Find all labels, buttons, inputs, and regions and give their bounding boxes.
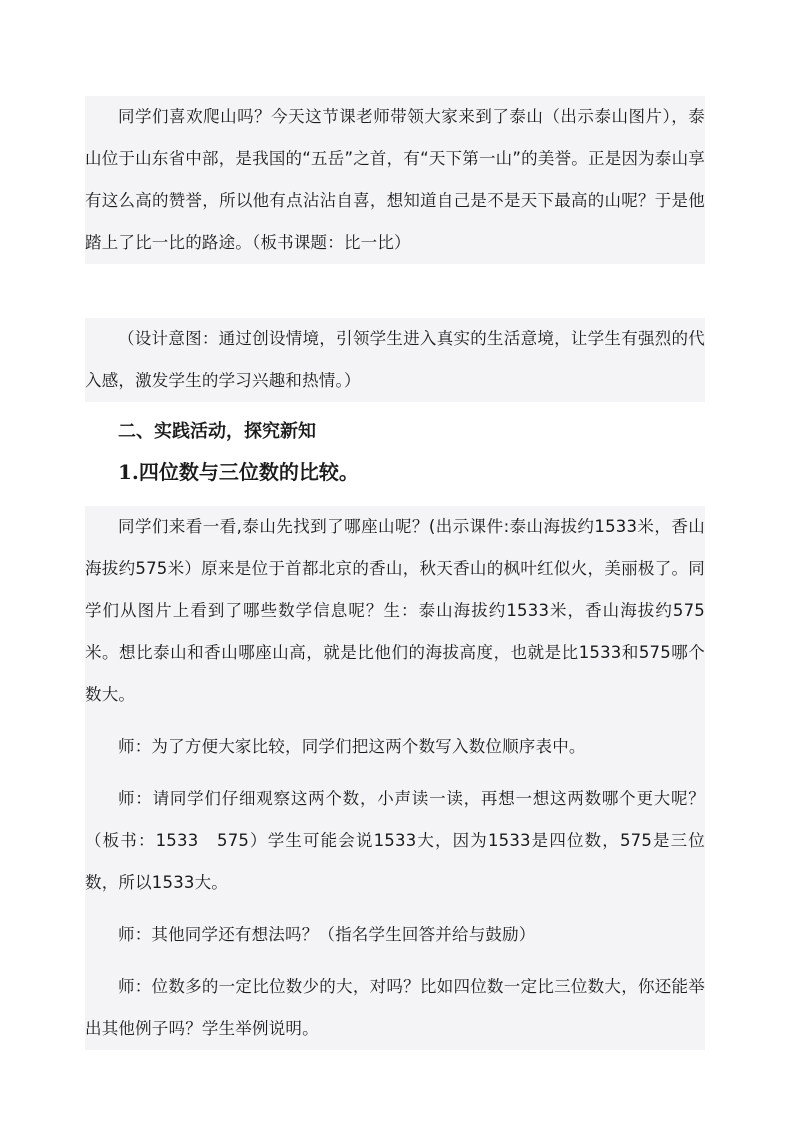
- mountain-comparison-paragraph: 同学们来看一看,泰山先找到了哪座山呢？(出示课件:泰山海拔约1533米，香山海拔约575米）原来是位于首都北京的香山，秋天香山的枫叶红似火，美丽极了。同学们从图片上看到了哪些数学信息呢？生：泰山海拔约1533米，香山海拔约575米。想比泰山和香山哪座山高，就是比他们的海拔高度，也就是比1533和575哪个数大。: [85, 517, 705, 704]
- section-heading: 二、实践活动，探究新知: [118, 421, 316, 442]
- subsection-heading-block: [85, 450, 705, 494]
- section-heading-block: [85, 412, 705, 452]
- teacher-question-paragraph: 师：请同学们仔细观察这两个数，小声读一读，再想一想这两数哪个更大呢？（板书：1533 575）学生可能会说1533大，因为1533是四位数，575是三位数，所以1533大。: [85, 789, 705, 892]
- subsection-heading: 1.四位数与三位数的比较。: [118, 460, 359, 484]
- teacher-followup-paragraph: 师：其他同学还有想法吗？（指名学生回答并给与鼓励）: [118, 925, 536, 944]
- design-intent-paragraph: （设计意图：通过创设情境，引领学生进入真实的生活意境，让学生有强烈的代入感，激发学生的学习兴趣和热情。）: [85, 329, 705, 390]
- design-intent-block: [85, 318, 705, 402]
- teacher-example-paragraph: 师：位数多的一定比位数少的大，对吗？比如四位数一定比三位数大，你还能举出其他例子吗？学生举例说明。: [85, 977, 705, 1038]
- content-block: [85, 506, 705, 1050]
- intro-paragraph: 同学们喜欢爬山吗？今天这节课老师带领大家来到了泰山（出示泰山图片），泰山位于山东省中部，是我国的“五岳”之首，有“天下第一山”的美誉。正是因为泰山享有这么高的赞誉，所以他有点沾沾自喜，想知道自己是不是天下最高的山呢？于是他踏上了比一比的路途。（板书课题：比一比）: [85, 107, 705, 252]
- teacher-instruction-paragraph: 师：为了方便大家比较，同学们把这两个数写入数位顺序表中。: [118, 737, 586, 756]
- intro-paragraph-block: [85, 96, 705, 264]
